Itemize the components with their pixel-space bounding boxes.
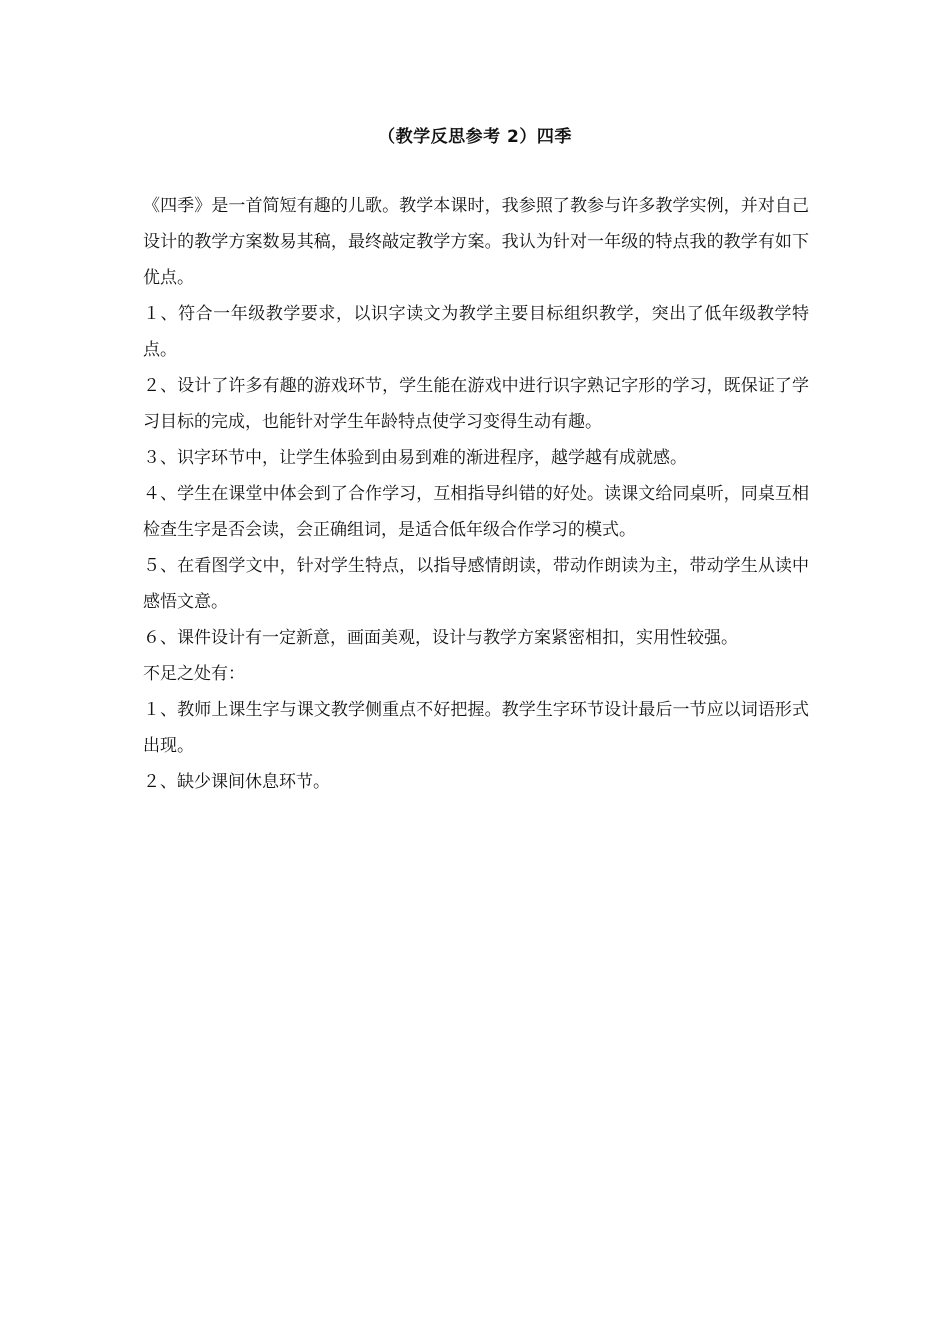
advantage-item-3: ３、识字环节中，让学生体验到由易到难的渐进程序，越学越有成就感。 [143, 448, 687, 468]
shortcoming-item-1: １、教师上课生字与课文教学侧重点不好把握。教学生字环节设计最后一节应以词语形式出现。 [143, 700, 809, 756]
advantage-item-5: ５、在看图学文中，针对学生特点，以指导感情朗读，带动作朗读为主，带动学生从读中感悟文意。 [143, 556, 809, 612]
intro-paragraph: 《四季》是一首简短有趣的儿歌。教学本课时，我参照了教参与许多教学实例，并对自己设计的教学方案数易其稿，最终敲定教学方案。我认为针对一年级的特点我的教学有如下优点。 [143, 196, 809, 288]
shortcomings-heading: 不足之处有： [143, 664, 245, 684]
document-body [143, 188, 809, 800]
document-title: （教学反思参考 2）四季 [378, 127, 572, 147]
advantage-item-4: ４、学生在课堂中体会到了合作学习，互相指导纠错的好处。读课文给同桌听，同桌互相检查生字是否会读，会正确组词，是适合低年级合作学习的模式。 [143, 484, 809, 540]
advantage-item-1: １、符合一年级教学要求，以识字读文为教学主要目标组织教学，突出了低年级教学特点。 [143, 304, 809, 360]
shortcoming-item-2: ２、缺少课间休息环节。 [143, 772, 330, 792]
advantage-item-6: ６、课件设计有一定新意，画面美观，设计与教学方案紧密相扣，实用性较强。 [143, 628, 738, 648]
advantage-item-2: ２、设计了许多有趣的游戏环节，学生能在游戏中进行识字熟记字形的学习，既保证了学习目标的完成，也能针对学生年龄特点使学习变得生动有趣。 [143, 376, 809, 432]
